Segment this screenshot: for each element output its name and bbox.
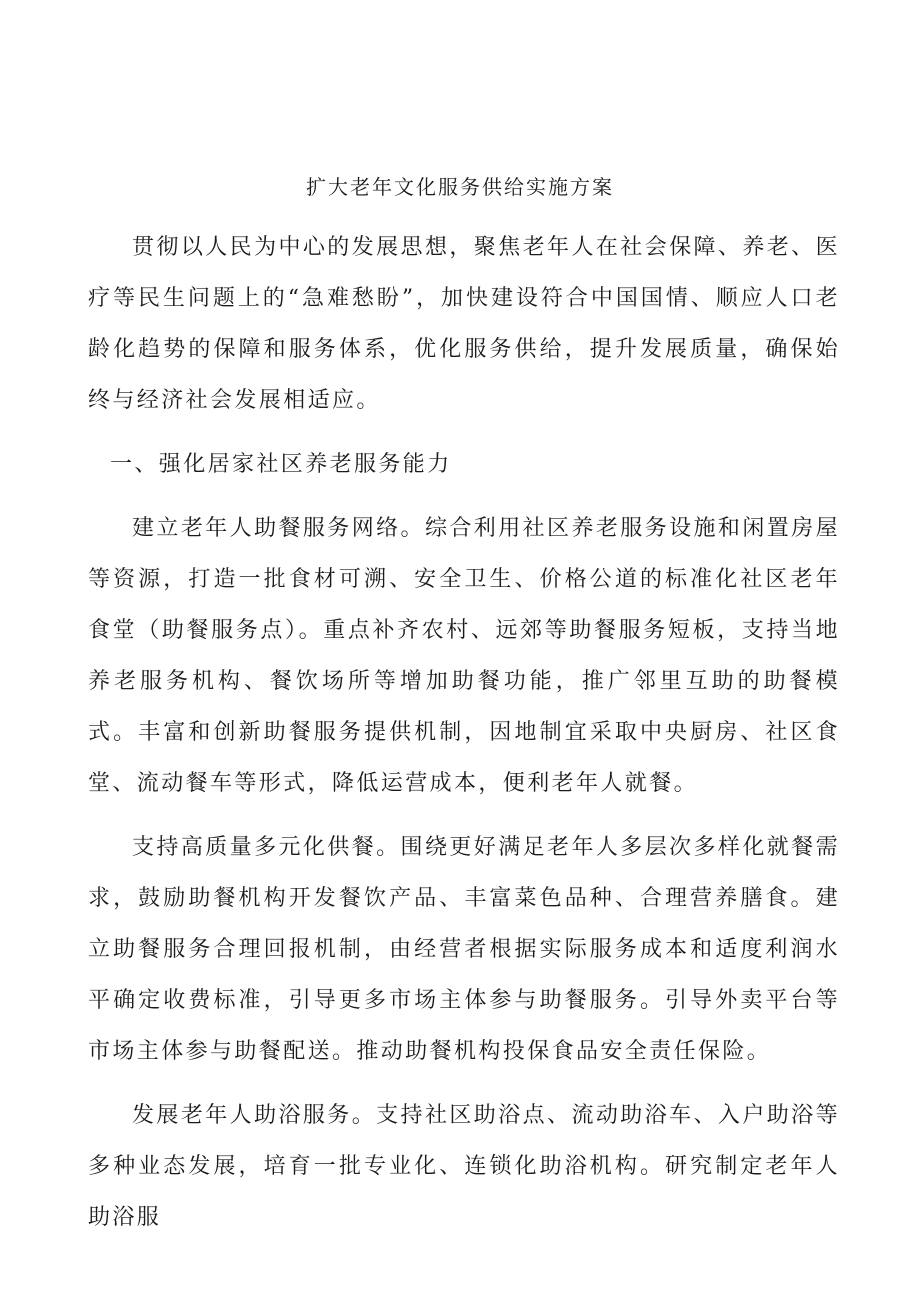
paragraph-intro: 贯彻以人民为中心的发展思想，聚焦老年人在社会保障、养老、医疗等民生问题上的“急难愁盼”，加快建设符合中国国情、顺应人口老龄化趋势的保障和服务体系，优化服务供给，提升发展质量，确保始终与经济社会发展相适应。 — [88, 235, 840, 413]
document-title: 扩大老年文化服务供给实施方案 — [306, 175, 614, 199]
paragraph-meal-supply: 支持高质量多元化供餐。围绕更好满足老年人多层次多样化就餐需求，鼓励助餐机构开发餐饮产品、丰富菜色品种、合理营养膳食。建立助餐服务合理回报机制，由经营者根据实际服务成本和适度利润水平确定收费标准，引导更多市场主体参与助餐服务。引导外卖平台等市场主体参与助餐配送。推动助餐机构投保食品安全责任保险。 — [88, 835, 840, 1064]
document-body — [88, 222, 840, 1256]
paragraph-bath-service: 发展老年人助浴服务。支持社区助浴点、流动助浴车、入户助浴等多种业态发展，培育一批专业化、连锁化助浴机构。研究制定老年人助浴服 — [88, 1103, 840, 1230]
paragraph-meal-network: 建立老年人助餐服务网络。综合利用社区养老服务设施和闲置房屋等资源，打造一批食材可溯、安全卫生、价格公道的标准化社区老年食堂（助餐服务点）。重点补齐农村、远郊等助餐服务短板，支持当地养老服务机构、餐饮场所等增加助餐功能，推广邻里互助的助餐模式。丰富和创新助餐服务提供机制，因地制宜采取中央厨房、社区食堂、流动餐车等形式，降低运营成本，便利老年人就餐。 — [88, 516, 840, 796]
section-heading-1: 一、强化居家社区养老服务能力 — [110, 452, 452, 477]
